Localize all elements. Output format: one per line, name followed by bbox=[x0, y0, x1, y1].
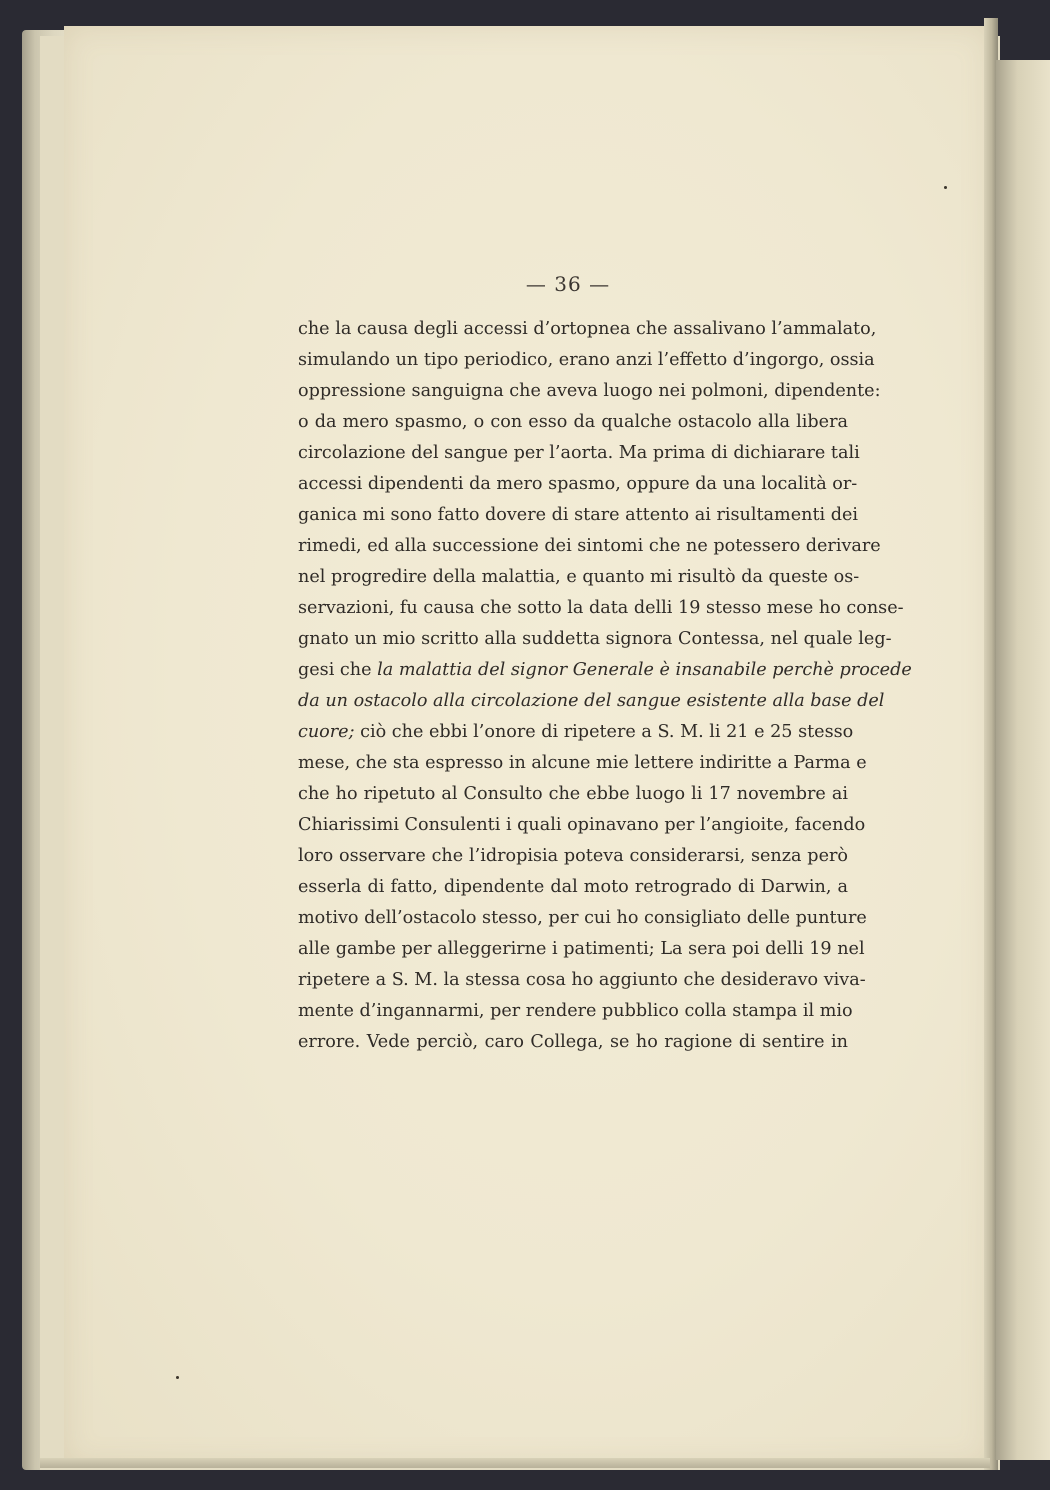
text-line bbox=[298, 717, 854, 748]
text-run: errore. Vede perciò, caro Collega, se ho ragione di sentire in bbox=[298, 1032, 848, 1052]
italic-text: la malattia del signor Generale è insanabile perchè procede bbox=[377, 660, 912, 680]
text-run: accessi dipendenti da mero spasmo, oppure da una località or- bbox=[298, 474, 858, 494]
text-line bbox=[298, 624, 892, 655]
text-run: ciò che ebbi l’onore di ripetere a S. M. li 21 e 25 stesso bbox=[354, 722, 854, 742]
text-line bbox=[298, 376, 881, 407]
paper-speck bbox=[944, 186, 947, 189]
body-text bbox=[298, 314, 912, 1058]
text-line bbox=[298, 655, 912, 686]
text-line bbox=[298, 562, 860, 593]
text-run: che la causa degli accessi d’ortopnea che assalivano l’ammalato, bbox=[298, 319, 877, 339]
text-run: gesi che bbox=[298, 660, 378, 680]
text-line bbox=[298, 841, 848, 872]
book-page-edges-bottom bbox=[40, 1458, 990, 1468]
text-run: o da mero spasmo, o con esso da qualche ostacolo alla libera bbox=[298, 412, 848, 432]
italic-text: cuore; bbox=[298, 722, 355, 742]
text-line bbox=[298, 748, 867, 779]
text-run: Chiarissimi Consulenti i quali opinavano per l’angioite, facendo bbox=[298, 815, 866, 835]
text-line bbox=[298, 500, 859, 531]
text-line bbox=[298, 903, 867, 934]
text-run: oppressione sanguigna che aveva luogo nei polmoni, dipendente: bbox=[298, 381, 881, 401]
text-run: gnato un mio scritto alla suddetta signora Contessa, nel quale leg- bbox=[298, 629, 892, 649]
text-run: loro osservare che l’idropisia poteva considerarsi, senza però bbox=[298, 846, 848, 866]
text-run: alle gambe per alleggerirne i patimenti; La sera poi delli 19 nel bbox=[298, 939, 865, 959]
text-line bbox=[298, 996, 853, 1027]
paper-speck bbox=[176, 1376, 179, 1379]
text-run: simulando un tipo periodico, erano anzi l’effetto d’ingorgo, ossia bbox=[298, 350, 875, 370]
text-line bbox=[298, 593, 904, 624]
facing-page-edge bbox=[996, 60, 1050, 1460]
text-line bbox=[298, 686, 885, 717]
text-line bbox=[298, 934, 865, 965]
text-line bbox=[298, 872, 848, 903]
text-run: esserla di fatto, dipendente dal moto retrogrado di Darwin, a bbox=[298, 877, 848, 897]
text-line bbox=[298, 779, 848, 810]
text-line bbox=[298, 965, 866, 996]
text-line bbox=[298, 531, 881, 562]
text-line bbox=[298, 407, 848, 438]
text-line bbox=[298, 1027, 848, 1058]
text-line bbox=[298, 314, 877, 345]
text-line bbox=[298, 438, 860, 469]
text-run: mese, che sta espresso in alcune mie lettere indiritte a Parma e bbox=[298, 753, 867, 773]
text-run: ganica mi sono fatto dovere di stare attento ai risultamenti dei bbox=[298, 505, 859, 525]
text-line bbox=[298, 469, 858, 500]
text-run: che ho ripetuto al Consulto che ebbe luogo li 17 novembre ai bbox=[298, 784, 848, 804]
page-number: — 36 — bbox=[525, 272, 611, 296]
text-run: circolazione del sangue per l’aorta. Ma prima di dichiarare tali bbox=[298, 443, 860, 463]
text-run: servazioni, fu causa che sotto la data delli 19 stesso mese ho conse- bbox=[298, 598, 904, 618]
text-run: rimedi, ed alla successione dei sintomi che ne potessero derivare bbox=[298, 536, 881, 556]
italic-text: da un ostacolo alla circolazione del sangue esistente alla base del bbox=[298, 691, 885, 711]
text-line bbox=[298, 810, 866, 841]
text-run: nel progredire della malattia, e quanto mi risultò da queste os- bbox=[298, 567, 860, 587]
text-run: mente d’ingannarmi, per rendere pubblico colla stampa il mio bbox=[298, 1001, 853, 1021]
text-line bbox=[298, 345, 875, 376]
text-run: motivo dell’ostacolo stesso, per cui ho consigliato delle punture bbox=[298, 908, 867, 928]
text-run: ripetere a S. M. la stessa cosa ho aggiunto che desideravo viva- bbox=[298, 970, 866, 990]
